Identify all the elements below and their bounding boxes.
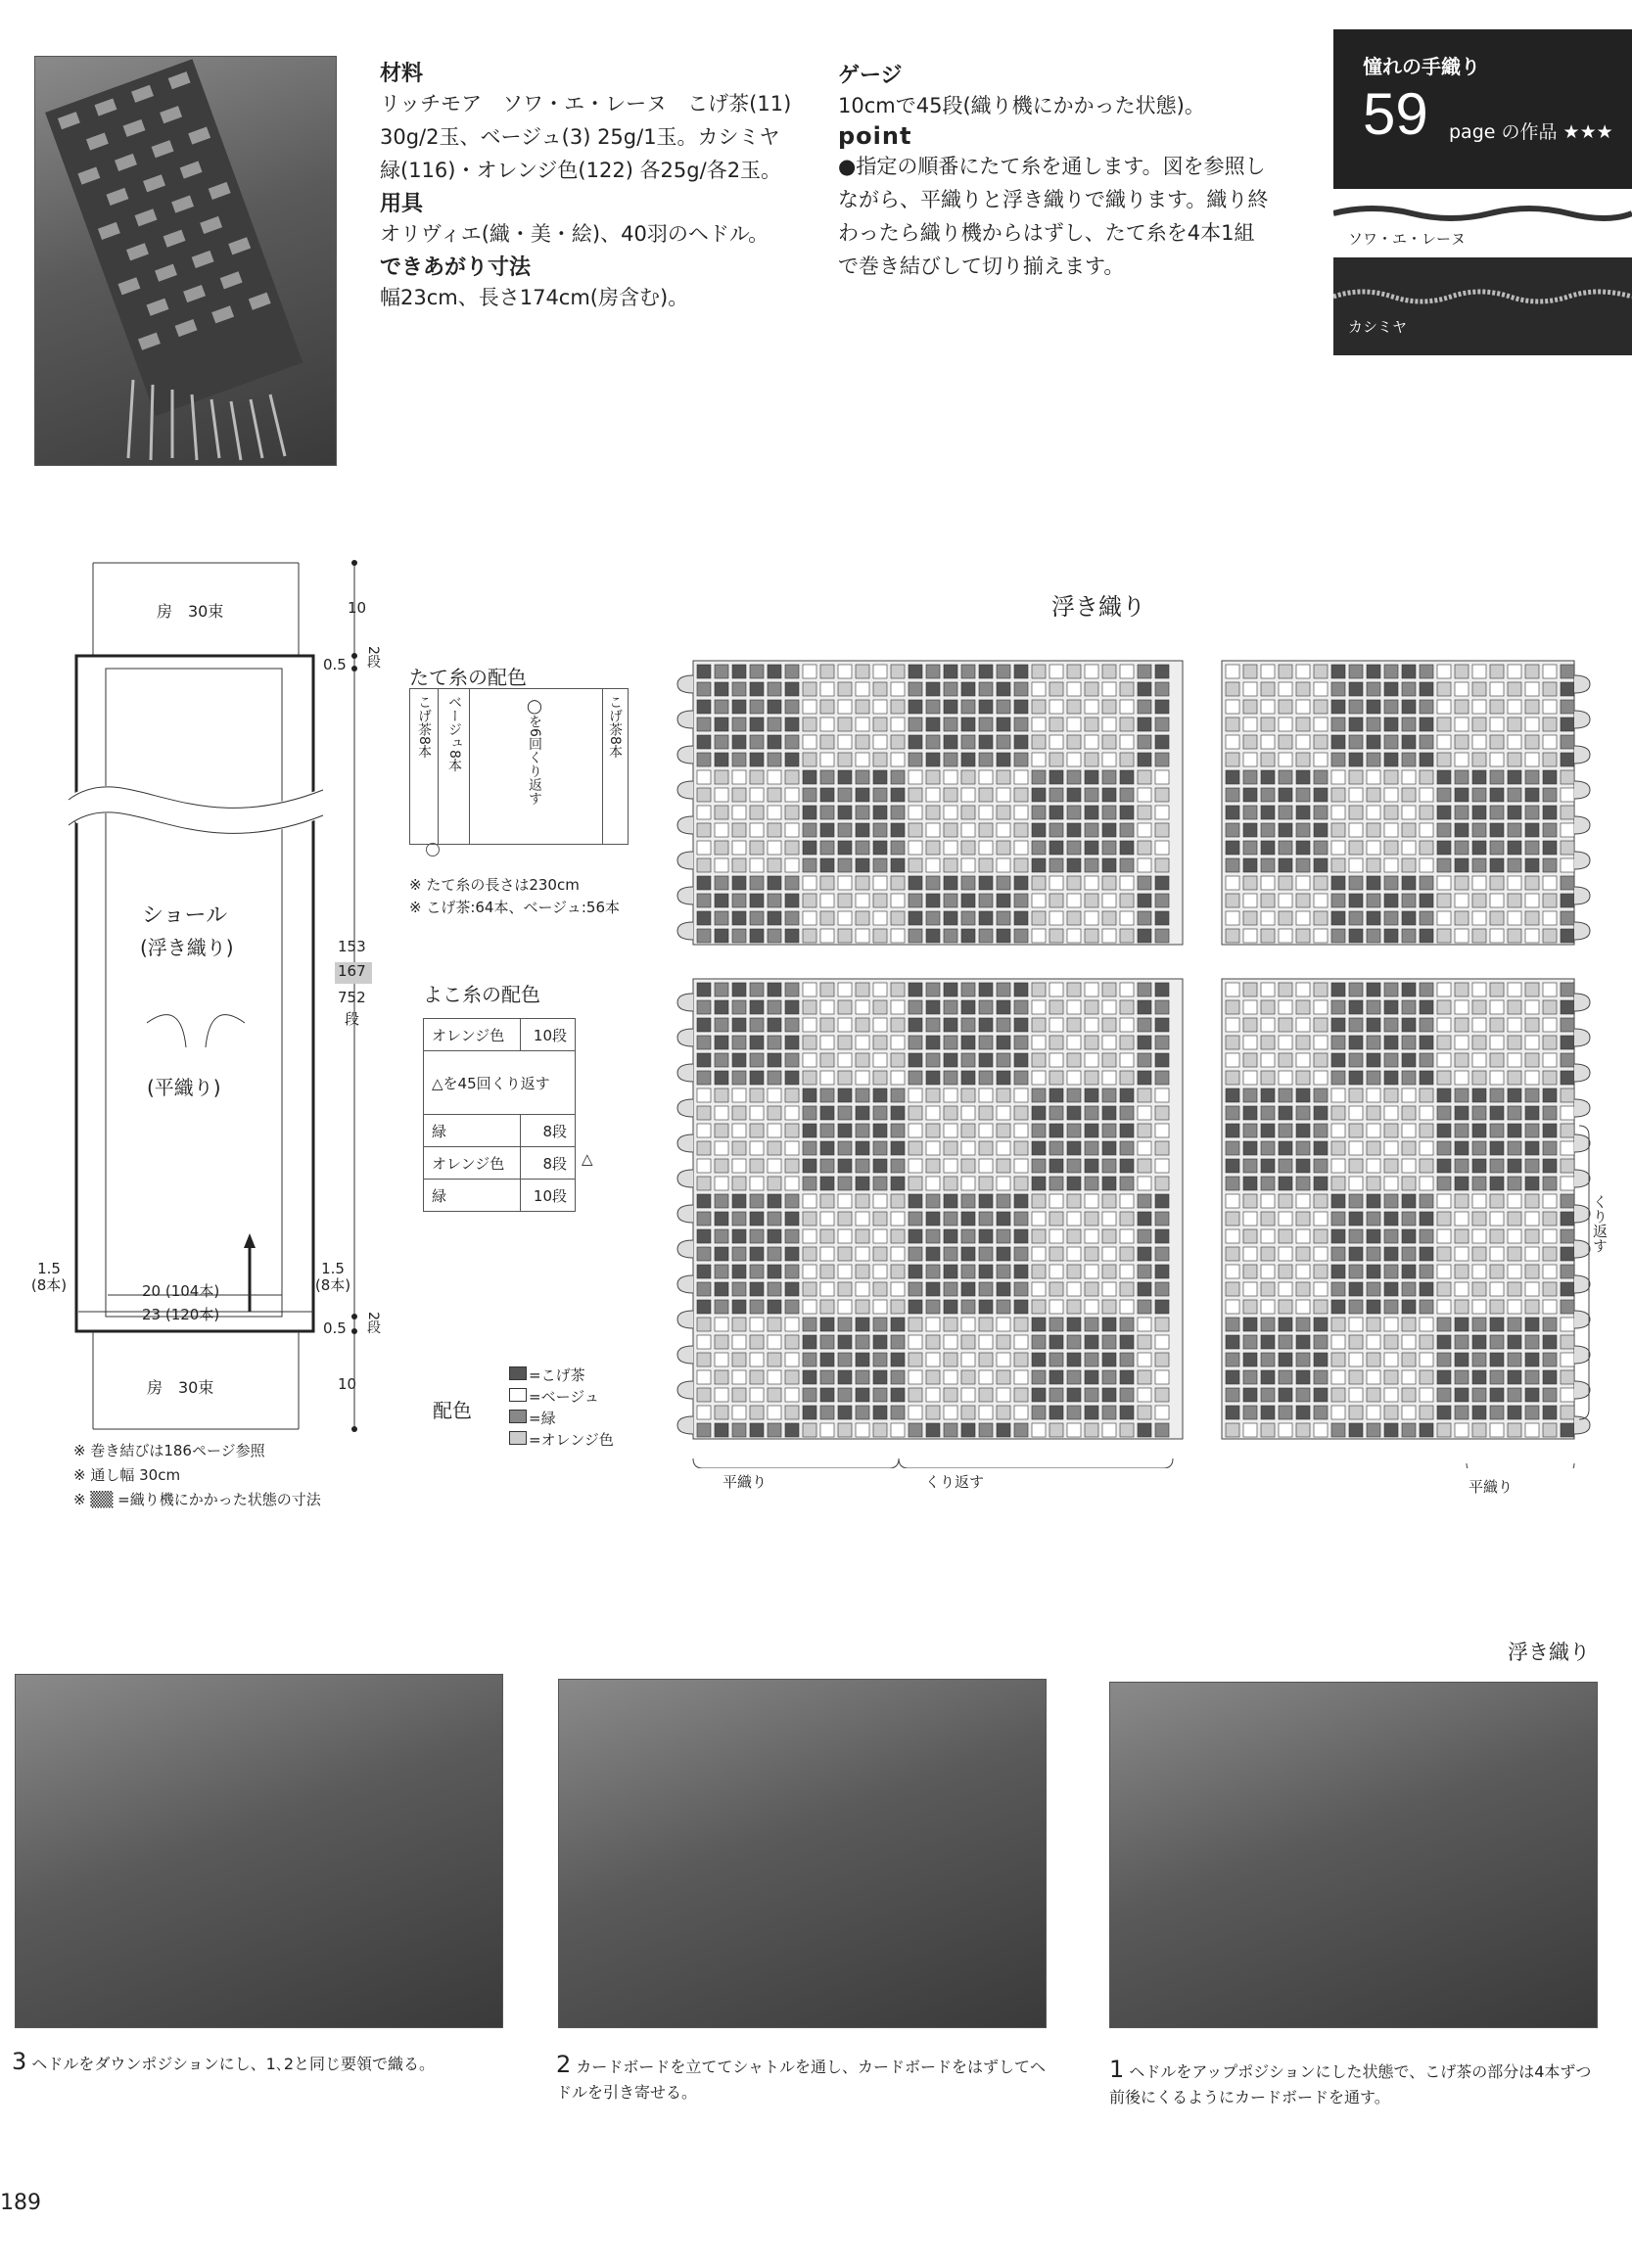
weft-color: 緑	[424, 1180, 521, 1212]
yarn-strand-2	[1333, 277, 1632, 316]
fringe-top-label: 房 30束	[157, 602, 224, 621]
step-text: ヘドルをダウンポジションにし、1､2と同じ要領で織る。	[31, 2055, 436, 2073]
badge-number: 59	[1363, 81, 1428, 147]
weft-row	[424, 1147, 576, 1180]
point-text: ●指定の順番にたて糸を通します。図を参照しながら、平織りと浮き織りで織ります。織り終わったら織り機からはずし、たて糸を4本1組で巻き結びして切り揃えます。	[838, 155, 1269, 278]
warp-col-3: ◯を6回くり返す	[527, 699, 542, 806]
step-text: カードボードを立ててシャトルを通し、カードボードをはずしてヘドルを引き寄せる。	[556, 2058, 1047, 2102]
weft-color: 緑	[424, 1115, 521, 1147]
dim-10-top: 10	[348, 599, 367, 617]
gauge-text: 10cmで45段(織り機にかかった状態)。	[838, 94, 1205, 117]
weft-color: △を45回くり返す	[424, 1051, 576, 1115]
materials-heading: 材料	[380, 62, 424, 86]
work-badge	[1333, 29, 1632, 189]
weft-count: 8段	[521, 1147, 576, 1180]
pattern-title: 浮き織り	[1051, 593, 1145, 621]
note-loom-size: ※ ▒▒ =織り機にかかった状態の寸法	[73, 1491, 321, 1508]
weft-color: オレンジ色	[424, 1147, 521, 1180]
weft-row	[424, 1019, 576, 1051]
point-heading: point	[838, 122, 912, 150]
weft-color: オレンジ色	[424, 1019, 521, 1051]
step-number: 3	[12, 2048, 27, 2075]
materials-text: リッチモア ソワ・エ・レーヌ こげ茶(11) 30g/2玉、ベージュ(3) 25g/1玉。カシミヤ 緑(116)・オレンジ色(122) 各25g/各2玉。	[380, 92, 801, 182]
width-outer-label: 23 (120本)	[142, 1306, 220, 1323]
step-number: 2	[556, 2051, 572, 2078]
weft-table	[423, 1018, 576, 1212]
pattern-bottom-right: 平織り	[1469, 1478, 1514, 1496]
yarn-label-2: カシミヤ	[1348, 318, 1408, 336]
pattern-bottom-mid: くり返す	[925, 1473, 985, 1491]
step-caption-2	[556, 2051, 1055, 2106]
step-caption-3	[12, 2048, 521, 2077]
weave-block	[1222, 979, 1590, 1439]
yarn-label-1: ソワ・エ・レーヌ	[1348, 230, 1467, 248]
gauge-heading: ゲージ	[838, 64, 903, 88]
pattern-bottom-left: 平織り	[723, 1473, 768, 1491]
weft-count: 10段	[521, 1180, 576, 1212]
swatch-green	[509, 1410, 527, 1423]
materials-section	[380, 57, 816, 314]
weft-repeat-marker: △	[582, 1150, 593, 1168]
swatch-dark-brown	[509, 1366, 527, 1380]
legend-item: =こげ茶	[509, 1365, 614, 1386]
finished-size-text: 幅23cm、長さ174cm(房含む)。	[380, 286, 689, 309]
tools-text: オリヴィエ(織・美・絵)、40羽のヘドル。	[380, 222, 769, 246]
legend-item: =ベージュ	[509, 1386, 614, 1408]
note-width: ※ 通し幅 30cm	[73, 1466, 181, 1484]
warp-heading: たて糸の配色	[409, 666, 527, 689]
dim-2dan-top: 2段	[365, 646, 381, 669]
weft-row	[424, 1115, 576, 1147]
warp-note-2: ※ こげ茶:64本、ベージュ:56本	[409, 899, 621, 916]
badge-page-label: page の作品 ★★★	[1449, 121, 1613, 143]
plain-weave-label: (平織り)	[147, 1076, 221, 1099]
swatch-beige	[509, 1388, 527, 1402]
weave-block	[677, 661, 1183, 945]
dim-752: 752	[338, 989, 366, 1006]
note-knot: ※ 巻き結びは186ページ参照	[73, 1442, 265, 1459]
pattern-side: くり返す	[1591, 1194, 1609, 1253]
warp-col-2: ベージュ8本	[446, 695, 462, 772]
width-inner-label: 20 (104本)	[142, 1282, 220, 1300]
warp-col-1: こげ茶8本	[416, 695, 432, 759]
side-left-label: 1.5 (8本)	[30, 1260, 68, 1294]
weave-block	[1222, 661, 1590, 945]
step-photo-1	[1109, 1682, 1598, 2028]
dim-2dan-bottom: 2段	[365, 1312, 381, 1334]
weft-count: 8段	[521, 1115, 576, 1147]
weft-heading: よこ糸の配色	[423, 983, 540, 1006]
dim-05-top: 0.5	[323, 656, 347, 673]
weave-block	[677, 979, 1183, 1439]
weft-row	[424, 1180, 576, 1212]
dim-167: 167	[338, 962, 366, 980]
step-caption-1	[1109, 2056, 1599, 2110]
dim-dan: 段	[345, 1010, 360, 1028]
tools-heading: 用具	[380, 192, 424, 216]
shawl-title: ショール	[142, 903, 228, 928]
page-number: 189	[0, 2191, 41, 2215]
dim-153: 153	[338, 938, 366, 955]
color-legend	[509, 1365, 614, 1451]
step-number: 1	[1109, 2056, 1125, 2083]
scarf-illustration	[35, 57, 336, 465]
badge-title: 憧れの手織り	[1363, 55, 1480, 78]
legend-heading: 配色	[433, 1399, 472, 1422]
repeat-circle-marker	[426, 843, 440, 856]
gauge-section	[838, 59, 1274, 283]
step-photo-2	[558, 1679, 1047, 2028]
yarn-strand-1	[1333, 199, 1632, 228]
yarn-sample-1	[1333, 189, 1632, 257]
legend-item: =緑	[509, 1408, 614, 1429]
weft-row	[424, 1051, 576, 1115]
warp-col-4: こげ茶8本	[607, 695, 623, 759]
schematic-notes	[73, 1439, 321, 1512]
dim-10-bottom: 10	[338, 1375, 357, 1393]
warp-note-1: ※ たて糸の長さは230cm	[409, 876, 580, 894]
weave-pattern-diagram	[664, 646, 1594, 1468]
weft-count: 10段	[521, 1019, 576, 1051]
steps-label: 浮き織り	[1508, 1641, 1590, 1664]
finished-size-heading: できあがり寸法	[380, 255, 532, 280]
step-text: ヘドルをアップポジションにした状態で、こげ茶の部分は4本ずつ前後にくるようにカードボードを通す。	[1109, 2062, 1592, 2106]
yarn-sample-2	[1333, 257, 1632, 355]
legend-item: =オレンジ色	[509, 1429, 614, 1451]
warp-table	[409, 688, 629, 845]
shawl-subtitle: (浮き織り)	[140, 936, 234, 959]
dim-05-bottom: 0.5	[323, 1319, 347, 1337]
swatch-orange	[509, 1431, 527, 1445]
step-photo-3	[15, 1674, 503, 2028]
fringe-bottom-label: 房 30束	[147, 1378, 214, 1397]
scarf-photo	[34, 56, 337, 466]
side-right-label: 1.5 (8本)	[314, 1260, 351, 1294]
